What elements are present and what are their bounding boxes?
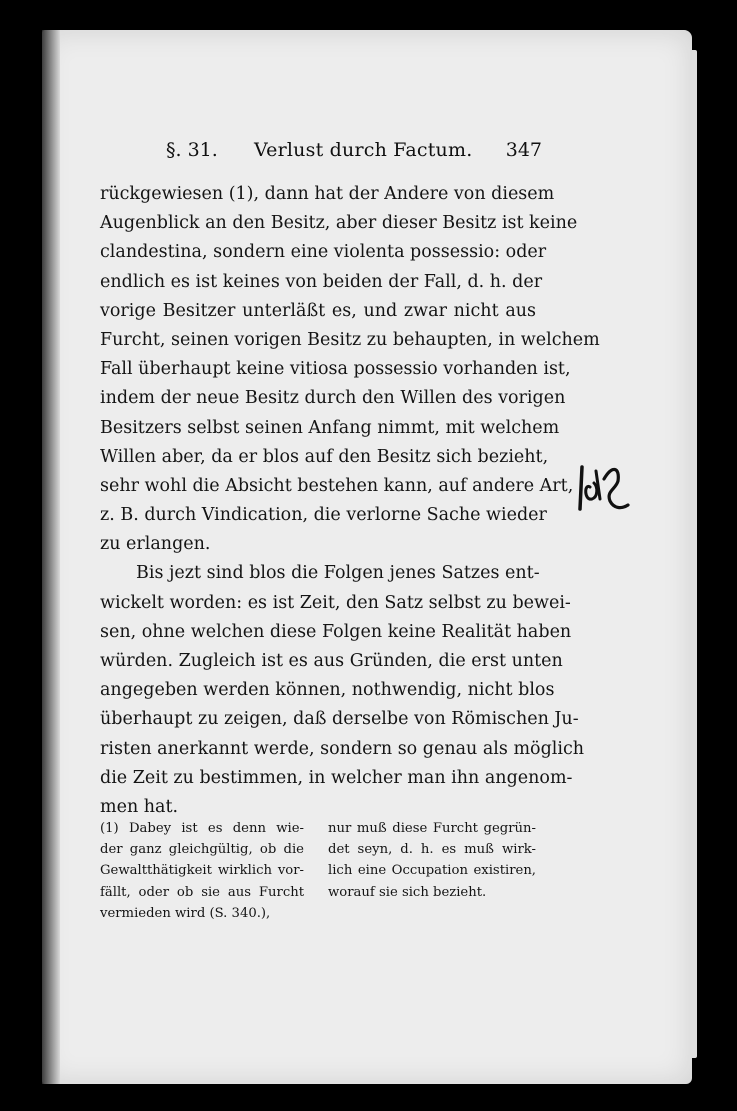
- footnote-line: vermieden wird (S. 340.),: [100, 905, 271, 921]
- body-line: indem der neue Besitz durch den Willen des vorigen: [100, 388, 566, 409]
- footnote-line: der ganz gleichgültig, ob die: [100, 842, 304, 858]
- body-line: Bis jezt sind blos die Folgen jenes Satzes ent-: [136, 563, 540, 584]
- handwritten-margin-annotation: [576, 457, 636, 513]
- body-line: zu erlangen.: [100, 534, 211, 555]
- body-text: [100, 180, 600, 822]
- footnote-right-column: [328, 818, 536, 903]
- footnote-line: lich eine Occupation existiren,: [328, 863, 536, 879]
- body-line: vorige Besitzer unterläßt es, und zwar nicht aus: [100, 300, 536, 321]
- body-line: angegeben werden können, nothwendig, nicht blos: [100, 680, 555, 701]
- body-line: Fall überhaupt keine vitiosa possessio vorhanden ist,: [100, 359, 571, 380]
- body-line: überhaupt zu zeigen, daß derselbe von Römischen Ju-: [100, 709, 579, 730]
- body-line: sen, ohne welchen diese Folgen keine Realität haben: [100, 621, 572, 642]
- body-line: Besitzers selbst seinen Anfang nimmt, mit welchem: [100, 417, 560, 438]
- footnote-block: [100, 818, 536, 938]
- body-line: rückgewiesen (1), dann hat der Andere von diesem: [100, 184, 555, 204]
- body-line: clandestina, sondern eine violenta possessio: oder: [100, 242, 547, 263]
- footnote-column-gap: [314, 824, 315, 928]
- footnote-line: det seyn, d. h. es muß wirk-: [328, 842, 536, 858]
- body-line: Augenblick an den Besitz, aber dieser Besitz ist keine: [100, 213, 578, 234]
- footnote-line: (1) Dabey ist es denn wie-: [100, 821, 304, 836]
- section-mark: §. 31.: [166, 139, 218, 161]
- body-line: endlich es ist keines von beiden der Fall, d. h. der: [100, 271, 543, 292]
- body-line: men hat.: [100, 796, 179, 817]
- body-line: Willen aber, da er blos auf den Besitz sich bezieht,: [100, 446, 549, 467]
- body-line: wickelt worden: es ist Zeit, den Satz selbst zu bewei-: [100, 592, 571, 613]
- footnote-line: Gewaltthätigkeit wirklich vor-: [100, 863, 304, 879]
- page-number: 347: [505, 139, 542, 161]
- running-title: Verlust durch Factum.: [254, 139, 473, 161]
- handwritten-mark-icon: [576, 457, 636, 513]
- footnote-line: worauf sie sich bezieht.: [328, 884, 487, 900]
- body-line: die Zeit zu bestimmen, in welcher man ihn angenom-: [100, 767, 573, 788]
- body-line: z. B. durch Vindication, die verlorne Sache wieder: [100, 505, 547, 526]
- body-line: Furcht, seinen vorigen Besitz zu behaupten, in welchem: [100, 329, 600, 350]
- body-line: würden. Zugleich ist es aus Gründen, die erst unten: [100, 651, 563, 671]
- footnote-left-column: [100, 818, 304, 924]
- footnote-line: nur muß diese Furcht gegrün-: [328, 821, 536, 836]
- body-line: risten anerkannt werde, sondern so genau als möglich: [100, 738, 585, 759]
- running-header: [130, 135, 542, 165]
- body-line: sehr wohl die Absicht bestehen kann, auf andere Art,: [100, 475, 574, 496]
- footnote-line: fällt, oder ob sie aus Furcht: [100, 884, 304, 900]
